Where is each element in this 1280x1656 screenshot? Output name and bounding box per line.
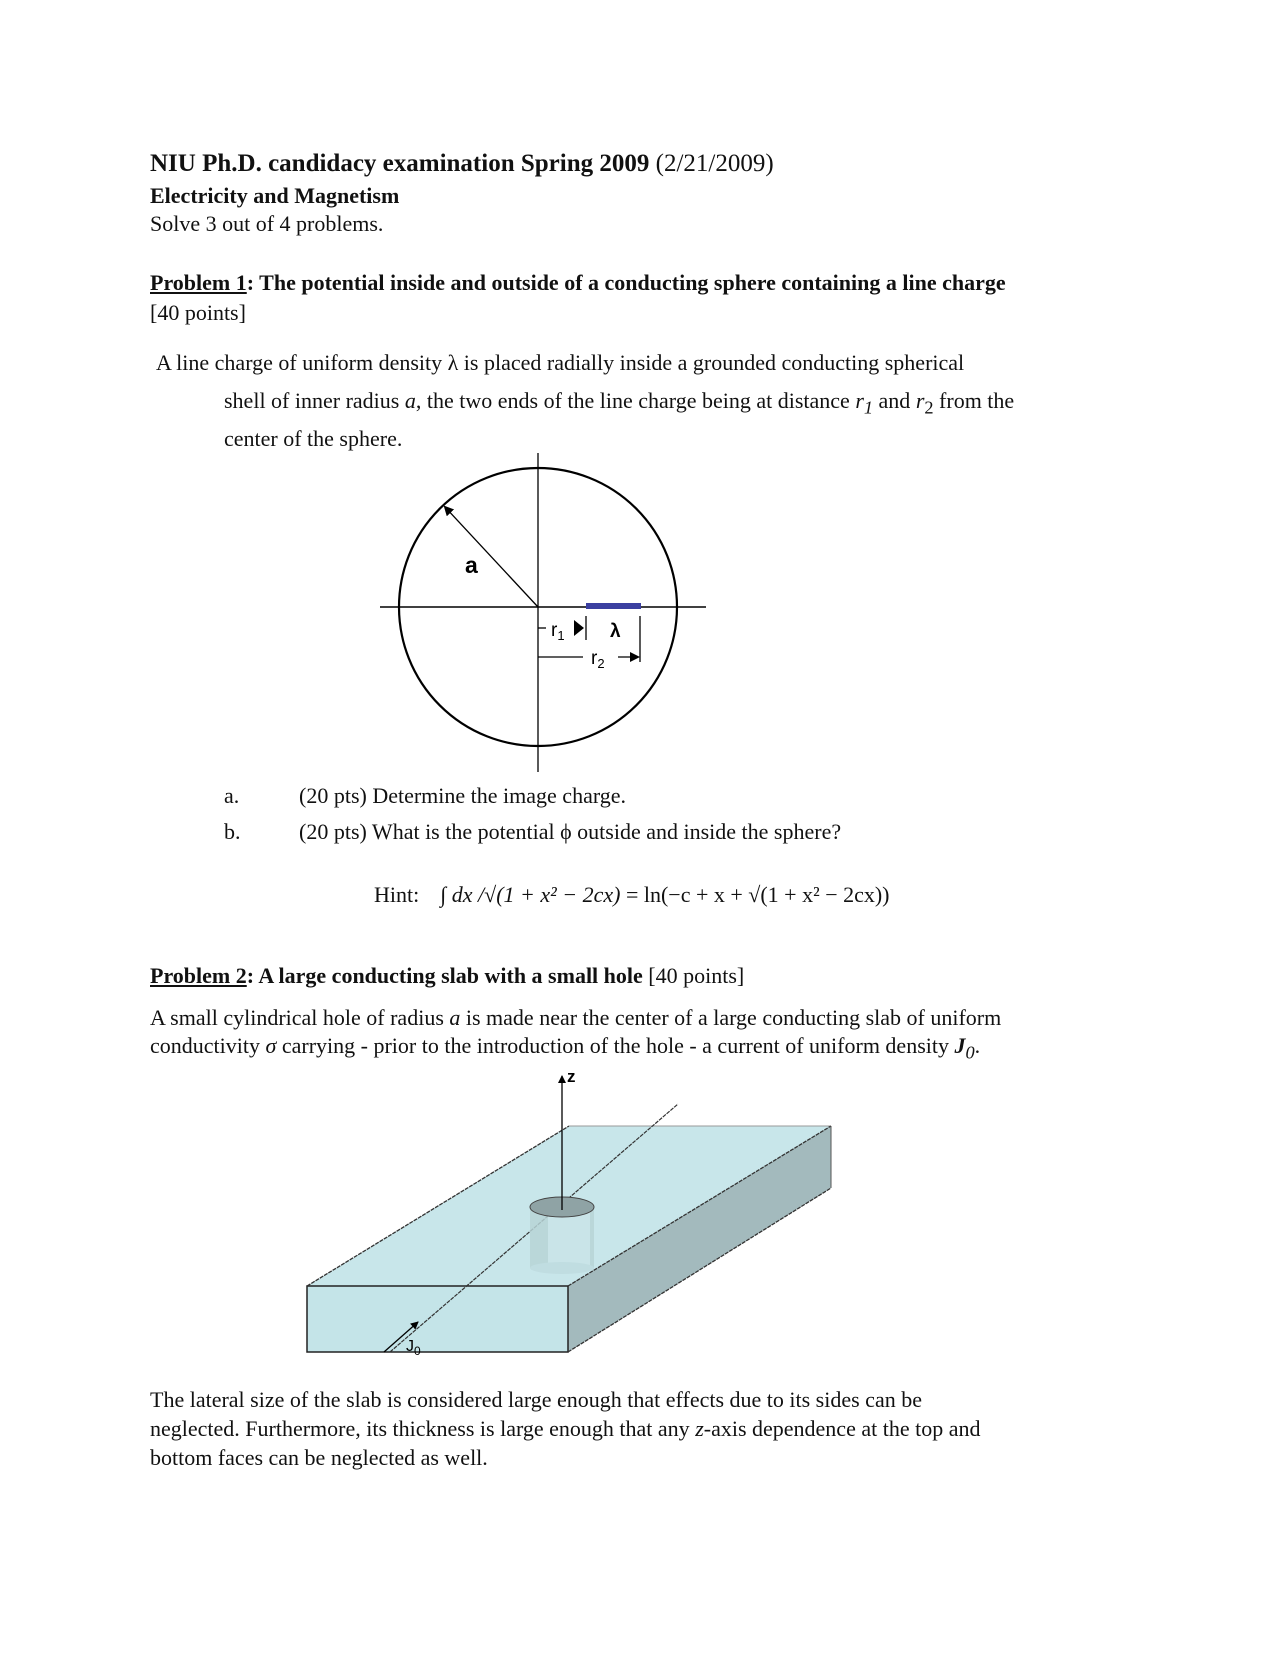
problem-2-heading: [150, 963, 744, 989]
exam-subject: Electricity and Magnetism: [150, 183, 400, 208]
sphere-line-charge-figure: [370, 450, 710, 775]
variable-r2-subscript: 2: [924, 397, 934, 418]
z-label: z: [567, 1068, 576, 1086]
variable-r2: r: [915, 388, 925, 413]
variable-J: J: [954, 1033, 966, 1058]
text-segment: conductivity: [150, 1033, 266, 1058]
exam-instructions: Solve 3 out of 4 problems.: [150, 211, 384, 236]
variable-J-subscript: 0: [965, 1042, 975, 1063]
slab-front-face: [307, 1286, 568, 1352]
problem-1-title: The potential inside and outside of a conducting sphere containing a line charge: [254, 270, 1006, 295]
r1-arrow-icon: [574, 620, 584, 636]
problem-1-points: [40 points]: [150, 300, 246, 325]
lambda-label: λ: [610, 621, 621, 642]
exam-date: (2/21/2009): [655, 150, 774, 177]
text-segment: from the: [933, 388, 1015, 413]
hint-rhs: = ln(−c + x + √(1 + x² − 2cx)): [625, 882, 890, 907]
text-segment: , the two ends of the line charge being at distance: [415, 388, 856, 413]
problem-1-colon: :: [246, 270, 255, 295]
problem-2-closing-line-2: [150, 1416, 980, 1442]
r1-label: $r_1$: [551, 620, 565, 643]
problem-1-heading: [150, 270, 1006, 296]
hint-equation: [374, 882, 890, 908]
text-segment: carrying - prior to the introduction of the hole - a current of uniform density: [276, 1033, 955, 1058]
text-segment: .: [974, 1033, 981, 1058]
variable-sigma: σ: [265, 1033, 277, 1058]
problem-2-colon: :: [246, 963, 255, 988]
text-segment: shell of inner radius: [224, 388, 405, 413]
variable-r1-subscript: 1: [863, 397, 874, 418]
problem-2-points: [40 points]: [642, 963, 745, 988]
slab-hole-figure: [300, 1068, 840, 1368]
radius-arrow: [445, 507, 538, 607]
text-segment: and: [873, 388, 916, 413]
part-b-marker: b.: [224, 819, 241, 844]
text-segment: A small cylindrical hole of radius: [150, 1005, 450, 1030]
hint-lhs: ∫ dx /√(1 + x² − 2cx): [440, 882, 621, 907]
r2-label: $r_2$: [591, 648, 605, 671]
problem-2-closing-line-3: bottom faces can be neglected as well.: [150, 1445, 488, 1470]
problem-1-text-line-2: [224, 388, 1014, 418]
radius-label: a: [465, 552, 478, 578]
variable-z: z: [695, 1416, 704, 1441]
exam-title-text: NIU Ph.D. candidacy examination Spring 2009: [150, 150, 650, 177]
variable-r1: r: [855, 388, 864, 413]
problem-2-text-line-2: [150, 1033, 980, 1063]
problem-2-title: A large conducting slab with a small hole: [254, 963, 643, 988]
problem-2-text-line-1: [150, 1005, 1001, 1031]
line-charge: [586, 603, 641, 609]
problem-2-label: Problem 2: [150, 963, 247, 988]
text-segment: neglected. Furthermore, its thickness is large enough that any: [150, 1416, 696, 1441]
problem-1-label: Problem 1: [150, 270, 247, 295]
text-segment: is made near the center of a large conducting slab of uniform: [460, 1005, 1002, 1030]
hint-label: Hint:: [374, 882, 420, 907]
part-a-text: (20 pts) Determine the image charge.: [299, 783, 627, 808]
problem-2-closing-line-1: The lateral size of the slab is considered large enough that effects due to its sides can be: [150, 1387, 922, 1412]
exam-title: [150, 150, 774, 178]
current-density-label: $J_0$: [406, 1338, 421, 1358]
problem-1-text-line-3: center of the sphere.: [224, 426, 403, 451]
variable-a: a: [449, 1005, 461, 1030]
part-a-marker: a.: [224, 783, 240, 808]
problem-1-text-line-1: A line charge of uniform density λ is placed radially inside a grounded conducting spherical: [156, 350, 965, 375]
variable-a: a: [404, 388, 416, 413]
text-segment: -axis dependence at the top and: [703, 1416, 981, 1441]
part-b-text: (20 pts) What is the potential ϕ outside and inside the sphere?: [299, 819, 842, 844]
